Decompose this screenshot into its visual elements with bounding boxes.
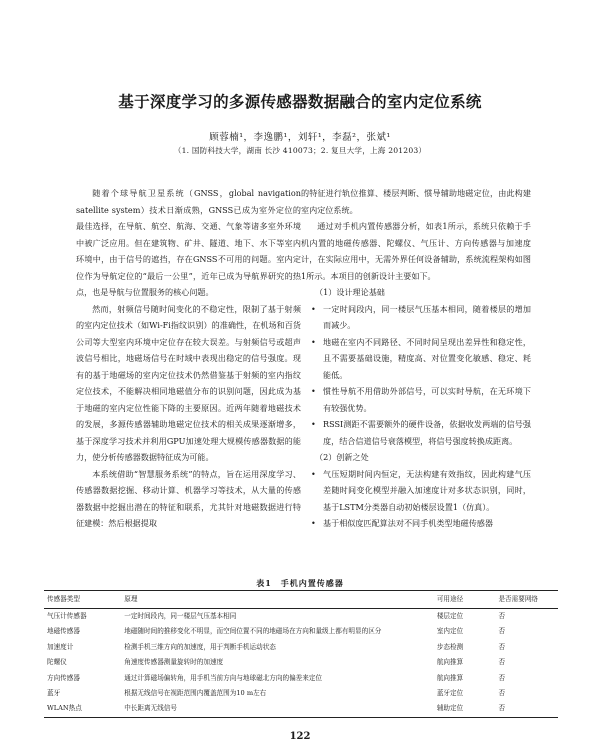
body-paragraph: 的特征进行轨位推算、楼层判断、惯导辅助地磁定位，由此构建室内定位系统。 <box>301 188 531 215</box>
bullet-marker: • <box>311 518 316 528</box>
table-cell: 蓝牙定位 <box>436 689 464 698</box>
bullet-item <box>301 466 531 516</box>
table-cell: 角速度传感器测量旋转时的加速度 <box>124 658 224 667</box>
table-cell: 检测手机三维方向的加速度，用于判断手机运动状态 <box>124 642 276 651</box>
table-caption: 表1 手机内置传感器 <box>256 578 344 588</box>
paper-title: 基于深度学习的多源传感器数据融合的室内定位系统 <box>118 93 482 111</box>
table-cell: 否 <box>498 673 506 682</box>
table-row <box>44 686 558 701</box>
bullet-text: 地磁在室内不同路径、不同时间呈现出差异性和稳定性，且不需要基础设施，精度高、对位置变化敏感、稳定、耗能低。 <box>323 336 531 380</box>
table-cell: 否 <box>498 658 506 667</box>
author-affiliation: （1. 国防科技大学，湖南 长沙 410073；2. 复旦大学，上海 201203） <box>173 146 427 155</box>
bullet-text: 气压短期时间内恒定，无法构建有效指纹，因此构建气压差随时间变化模型并融入加速度计对多状态识别，同时，基于LSTM分类器自动初始楼层设置1（仿真）。 <box>323 468 531 512</box>
table-row <box>44 701 558 717</box>
table-cell: 航向推算 <box>436 658 464 667</box>
left-column <box>76 185 301 532</box>
table-cell: 楼层定位 <box>436 612 464 620</box>
table-header-cell: 传感器类型 <box>44 591 121 609</box>
body-paragraph: 然而，射频信号随时间变化的不稳定性，限制了基于射频的室内定位技术（如Wi-Fi指纹识别）的准确性，在机场和百货公司等大型室内环境中定位存在较大误差。与射频信号或超声波信号相比，地磁场信号在时域中表现出稳定的信号强度。现有的基于地磁场的室内定位技术仍然借鉴基于射频的室内指纹定位技术，不能解决相同地磁值分布的识别问题，因此成为基于地磁的室内定位性能下降的主要原因。近两年随着地磁技术的发展，多源传感器辅助地磁定位技术的相关成果逐渐增多，基于深度学习技术并利用GPU加速处理大规模传感器数据的能力，使分析传感器数据特征成为可能。 <box>76 303 301 462</box>
table-cell: 否 <box>495 701 558 717</box>
table-cell: 中长距离无线信号 <box>121 701 434 717</box>
table-cell: 通过计算磁场偏转角，用手机当前方向与地球磁北方向的偏差来定位 <box>124 673 323 682</box>
bullet-text: 惯性导航不用借助外部信号，可以实时导航，在无环境下有较强优势。 <box>323 386 531 413</box>
table-cell: 否 <box>498 642 506 651</box>
table-header-row <box>44 591 558 609</box>
subsection-heading: （2）创新之处 <box>315 452 369 462</box>
table-cell: 室内定位 <box>436 627 464 636</box>
bullet-marker: • <box>311 336 316 347</box>
table-cell: 一定时间段内，同一楼层气压基本相同 <box>124 612 237 620</box>
subsection-heading: （1）设计理论基础 <box>315 287 385 297</box>
page-number: 122 <box>289 731 311 742</box>
bullet-marker: • <box>311 303 316 314</box>
table-cell: 否 <box>498 689 506 698</box>
table-cell: 加速度计 <box>47 642 74 651</box>
author-list: 顾蓉楠¹，李逸鹏¹，刘轩¹，李磊²，张斌¹ <box>209 132 391 143</box>
table-cell: 根据无线信号在视距范围内覆盖范围为10 m左右 <box>124 689 267 698</box>
bullet-text: 一定时间段内，同一楼层气压基本相同，随着楼层的增加而减少。 <box>323 303 531 330</box>
table-cell: 否 <box>498 627 506 636</box>
bullet-item <box>301 301 531 334</box>
table-header-cell: 可用途径 <box>434 591 496 609</box>
table-cell: 气压计传感器 <box>47 612 87 620</box>
table-cell: 蓝牙 <box>47 689 61 698</box>
bullet-item <box>301 334 531 384</box>
table-cell: WLAN热点 <box>44 701 121 717</box>
table-header-cell: 原理 <box>121 591 434 609</box>
table-cell: 航向推算 <box>436 673 464 682</box>
body-paragraph: 随着个球导航卫星系统（GNSS，global navigation satellite system）技术日渐成熟，GNSS已成为室外定位的最佳选择，在导航、航空、航海、交通、气象等诸多室外环境中被广泛应用。但在建筑物、矿井、隧道、地下、水下等室内环境中，由于信号的遮挡，存在GNSS不可用的问题。室内定位作为导航定位的“最后一公里”，近年已成为导航界研究的热点，也是导航与位置服务的核心问题。 <box>76 188 301 297</box>
table-cell: 步态检测 <box>436 642 464 651</box>
table-row <box>44 640 558 655</box>
table-row <box>44 609 558 625</box>
bullet-marker: • <box>311 386 316 396</box>
table-row <box>44 655 558 670</box>
right-column <box>301 185 531 532</box>
table-cell: 否 <box>498 612 506 620</box>
bullet-text: RSSI测距不需要额外的硬件设备，依据收发两端的信号强度，结合信道信号衰落模型，将信号强度转换成距离。 <box>323 419 531 446</box>
bullet-item <box>301 416 531 449</box>
bullet-marker: • <box>311 468 316 479</box>
table-row <box>44 671 558 686</box>
table-cell: 辅助定位 <box>434 701 496 717</box>
sensor-table <box>44 590 558 718</box>
table-cell: 地磁传感器 <box>47 627 80 636</box>
table-cell: 方向传感器 <box>47 673 80 682</box>
bullet-item <box>301 383 531 416</box>
body-paragraph: 本系统借助“智慧服务系统”的特点，旨在运用深度学习、传感器数据挖掘、移动计算、机器学习等技术，从大量的传感器数据中挖掘出潜在的特征和联系，尤其针对地磁数据进行特征建模：然后根据提取 <box>76 468 301 528</box>
bullet-item <box>301 515 531 532</box>
table-row <box>44 624 558 639</box>
table-cell: 地磁随时间的推移变化不明显，而空间位置不同的地磁场在方向和量级上都有明显的区分 <box>124 627 382 636</box>
bullet-marker: • <box>311 419 316 429</box>
table-cell: 陀螺仪 <box>47 658 67 667</box>
body-paragraph: 通过对手机内置传感器分析，如表1所示，系统只依赖于手机内置的地磁传感器、陀螺仪、气压计、方向传感器与加速度计，在实际应用中，无需外界任何设备辅助，系统流程架构如图1所示。本项目的创新设计主要如下。 <box>301 221 531 281</box>
table-header-cell: 是否需要网络 <box>495 591 558 609</box>
bullet-text: 基于相似度匹配算法对不同手机类型地磁传感器 <box>323 518 493 528</box>
